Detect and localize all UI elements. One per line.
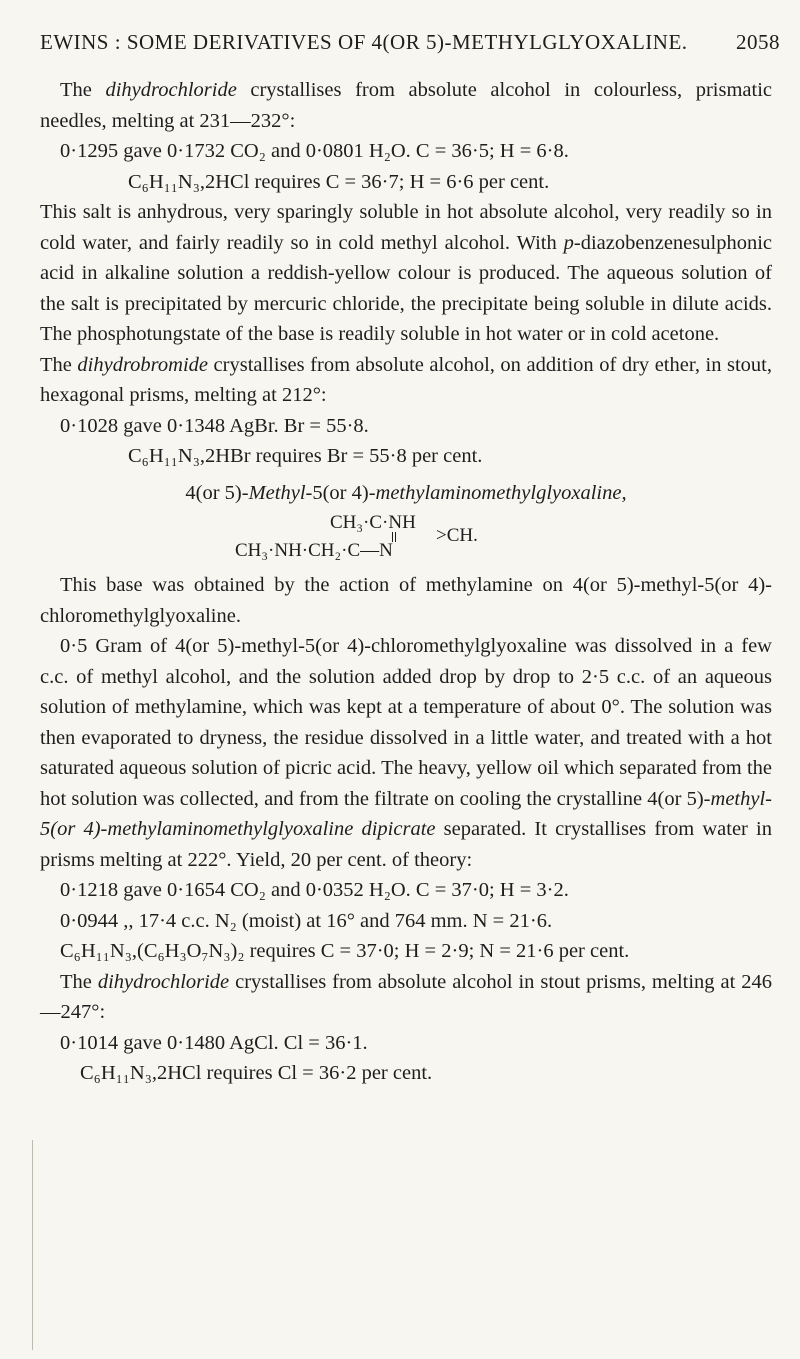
salt-properties-paragraph: This salt is anhydrous, very sparingly soluble in hot absolute alcohol, very readily so in cold water, and fairly readily so in cold methyl alcohol. With p-diazobenzenesulphonic acid in alkaline solution a reddish-yellow colour is produced. The aqueous solution of the salt is precipitated by mercuric chloride, the precipitate being soluble in dilute acids. The phosphotungstate of the base is readily soluble in hot water or in cold acetone. [40, 201, 772, 345]
dihydrochloride-2-paragraph: The dihydrochloride crystallises from absolute alcohol in stout prisms, melting at 246—247°: [40, 970, 772, 1023]
requires-line: C₆H₁₁N₃,(C₆H₃O₇N₃)₂ requires C = 37·0; H = 2·9; N = 21·6 per cent. [60, 940, 630, 962]
dihydrobromide-term: dihydrobromide [77, 353, 208, 376]
dihydrochloride-paragraph: The dihydrochloride crystallises from absolute alcohol in colourless, prismatic needles, melting at 231—232°: [40, 79, 772, 132]
preparation-paragraph: 0·5 Gram of 4(or 5)-methyl-5(or 4)-chloromethylglyoxaline was dissolved in a few c.c. of methyl alcohol, and the solution added drop by drop to 2·5 c.c. of an aqueous solution of methylamine, which was kept at a temperature of about 0°. The solution was then evaporated to dryness, the residue dissolved in a little water, and treated with a hot saturated aqueous solution of picric acid. The heavy, yellow oil which separated from the hot solution was collected, and from the filtrate on cooling the crystalline 4(or 5)-methyl-5(or 4)-methylaminomethylglyoxaline dipicrate separated. It crystallises from water in prisms melting at 222°. Yield, 20 per cent. of theory: [40, 635, 773, 871]
analysis-line: 0·1295 gave 0·1732 CO₂ and 0·0801 H₂O. C = 36·5; H = 6·8. [60, 140, 569, 162]
requires-line: C₆H₁₁N₃,2HBr requires Br = 55·8 per cent. [128, 445, 483, 467]
running-header [40, 30, 780, 55]
structural-formula [40, 508, 772, 566]
analysis-line: 0·1028 gave 0·1348 AgBr. Br = 55·8. [60, 414, 369, 437]
dihydrobromide-paragraph: The dihydrobromide crystallises from absolute alcohol, on addition of dry ether, in stout, hexagonal prisms, melting at 212°: [40, 353, 772, 406]
formula-line-2: CH₃·NH·CH₂·C—N [235, 540, 393, 561]
requires-line: C₆H₁₁N₃,2HCl requires C = 36·7; H = 6·6 per cent. [128, 170, 550, 193]
method-paragraph: This base was obtained by the action of methylamine on 4(or 5)-methyl-5(or 4)-chloromethylglyoxaline. [40, 574, 772, 627]
requires-line: C₆H₁₁N₃,2HCl requires Cl = 36·2 per cent. [80, 1062, 433, 1084]
analysis-line: 0·1218 gave 0·1654 CO₂ and 0·0352 H₂O. C = 37·0; H = 3·2. [60, 879, 569, 901]
dihydrochloride-term: dihydrochloride [105, 79, 237, 101]
scan-margin-line [32, 1140, 33, 1350]
page-number: 2058 [736, 30, 780, 54]
analysis-line: 0·0944 ,, 17·4 c.c. N₂ (moist) at 16° and 764 mm. N = 21·6. [60, 909, 553, 932]
running-title: EWINS : SOME DERIVATIVES OF 4(OR 5)-METHYLGLYOXALINE. [40, 30, 688, 54]
formula-line-1: CH₃·C·NH [330, 512, 416, 533]
section-title: 4(or 5)-Methyl-5(or 4)-methylaminomethylglyoxaline, [185, 481, 627, 504]
analysis-line: 0·1014 gave 0·1480 AgCl. Cl = 36·1. [60, 1031, 368, 1054]
formula-ring-close: >CH. [436, 525, 478, 546]
article-body [40, 75, 772, 1089]
